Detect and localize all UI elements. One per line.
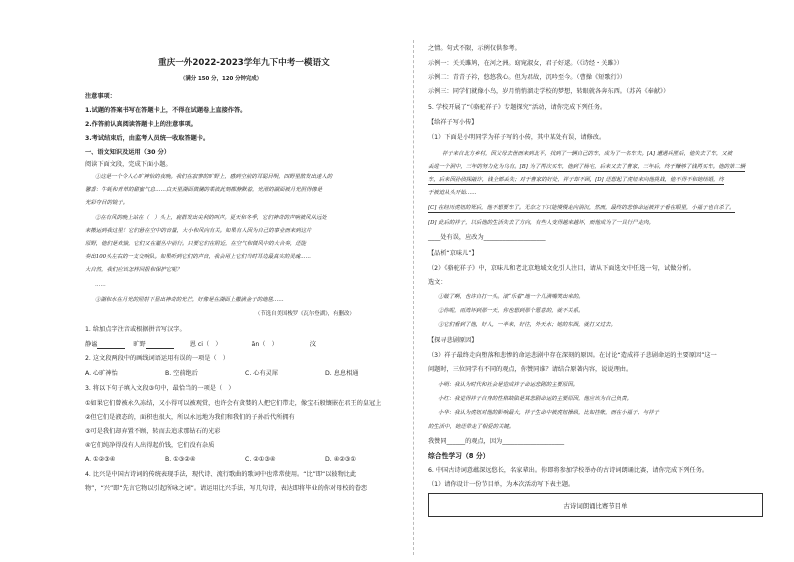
program-list-title: 古诗词朗诵比赛节目单 (563, 502, 628, 510)
example-line: 示例二：青青子衿，悠悠我心。但为君故，沉吟至今。（曹操《短歌行》） (428, 74, 626, 81)
q1-items (85, 341, 316, 349)
note-item: 3.考试结束后，由监考人员统一收取答题卡。 (85, 135, 210, 142)
note-item: 1.试题的答案书写在答题卡上，不得在试题卷上直接作答。 (85, 107, 247, 114)
q2-option[interactable]: C. 心有灵犀 (245, 370, 279, 377)
selection-item: ①破了啊，也许自打一头。滚“乐着”地一个儿满嘴笑出来的。 (438, 294, 584, 300)
column-divider (413, 40, 414, 555)
task-instruction: （2）《骆驼祥子》中，京味儿和老北京地域文化引人注目，请从下面选文中任选一句，试做分析。 (428, 265, 695, 272)
answer-line[interactable]: 我赞同______的观点，因为____________________ (428, 438, 565, 445)
q4-continued: 之情。句式不限，示例仅供参考。 (428, 45, 521, 52)
q1-item: 静谧 (85, 341, 98, 348)
task-instruction: （1）下面是小明同学为祥子写的小传，其中某处有误，请修改。 (428, 134, 606, 141)
example-line: 示例三：同学们就像小鸟，岁月悄悄溜走学校的梦想，转眼就各奔东西。（苏芮《奉献》） (428, 88, 670, 95)
passage-line: 光彩夺目的镜子。 (85, 200, 129, 206)
q3-line: ④它们纯净得没有人出得起价钱，它们没有杂质 (85, 442, 215, 449)
exam-title: 重庆一外2022-2023学年九下中考一模语文 (158, 58, 330, 68)
q1-item: 汶 (309, 341, 316, 348)
task-instruction: 问题时，三位同学有不同的观点，你赞同谁？请结合原著内容，说说理由。 (428, 366, 633, 373)
opinion-line: 小明：我认为时代和社会是造成祥子命运悲剧的主要原因。 (438, 382, 579, 388)
note-item: 2.作答前认真阅读答题卡上的注意事项。 (85, 121, 197, 128)
answer-blank[interactable] (97, 341, 125, 349)
passage-line: 馨香：牛蚝和青草的甜蜜气息……白天里湖面微澜的柔波此刻都静默着，光滑的湖面被月光照得像是 (85, 187, 323, 193)
task-instruction: （3）祥子最终走向堕落和悲惨的命运悲剧中存在深刻的原因。在讨论“造成祥子悲剧命运的主要原因”这一 (428, 352, 717, 359)
passage-line: ①这是一个令人心旷神怡的夜晚。我们在寂寥的旷野上，感到空前的耳聪目明，四野里散发出迷人的 (95, 174, 333, 180)
task-heading: 【品析“京味儿”】 (428, 250, 478, 257)
question-6: 6. 中国古诗词意蕴深远悠长，名家辈出。你即将参加学校举办的古诗词朗诵比赛，请你完成下列任务。 (428, 467, 709, 474)
question-5: 5. 学校开展了“《骆驼祥子》专题探究”活动，请你完成下列任务。 (428, 104, 607, 111)
passage-source: （节选自美国梭罗《瓦尔登湖》，有删改） (255, 311, 355, 317)
opinion-line: 小华：我认为虎妞对他的影响最大，祥子生命中被虎妞操纵，比如挂帐，而在小福子、与祥子 (438, 410, 660, 416)
question-2: 2. 这文段两段中的画线词语运用有误的一项是（ ） (85, 355, 229, 362)
bio-line: 于被迫从头开始…… (428, 190, 477, 196)
answer-blank[interactable] (146, 341, 174, 349)
q3-option[interactable]: C. ②①③④ (245, 456, 276, 463)
q3-option[interactable]: A. ①②③④ (85, 456, 116, 463)
q1-item: ān（ ） (251, 341, 278, 348)
task-heading: 【探寻悲剧原因】 (428, 337, 478, 344)
reading-intro: 阅读下面文段，完成下面小题。 (85, 161, 172, 168)
bio-line: [D] 此后的祥子，以后他的生活失去了方向，有些人变得越来越坏，而他成为了一具行尸走肉。 (428, 220, 654, 226)
ellipsis: …… (95, 282, 106, 288)
bio-line: 丢进一个洞中，三年的努力化为乌有。[B] 为了再次买车，他到了杨宅，后来又去了曹家，三年后，终于赚够了钱再买车。他的第二辆 (428, 164, 746, 170)
bio-line: 车，后来因孙侦探敲诈，钱全部丢失；对于曹家的好处，祥子却不顾，[D] 还想起了虎妞来向他挑战，他不得不和她结婚，终 (428, 177, 724, 183)
q3-line: ③可是我们却弃置不顾，转而去追求那钻石的光彩 (85, 428, 221, 435)
q1-item: 旷野 (133, 341, 146, 348)
q2-option[interactable]: A. 心旷神怡 (85, 370, 118, 377)
q3-option[interactable]: D. ④②③① (325, 456, 356, 463)
selection-item: ②你呢，雨湾坏到那一天，你也想到那个愿意的，就不关系。 (438, 308, 584, 314)
program-list-box[interactable] (428, 493, 763, 517)
section-heading: 综合性学习（8 分） (428, 452, 490, 460)
passage-line: 来搬运到我这里！它们悬在空中的音量，大小和风向有关。如果有人因为自己的事业而来到这片 (85, 228, 312, 234)
q3-option[interactable]: B. ①③②④ (165, 456, 196, 463)
question-3: 3. 将以下句子填入文段③句中，最恰当的一项是（ ） (85, 385, 235, 392)
q3-line: ①如果它们曾被永久冻结，又小得可以被观赏，也许会有贪婪的人把它们带走，像宝石般镶嵌在君王的皇冠上 (85, 400, 382, 407)
bio-line: 祥子来自北方乡村，因父母去世而来到北平，找到了一辆自己的车，成为了一名车夫。[A] 遭遇兵匪后，他失去了车，又被 (442, 151, 733, 157)
bio-line: [C] 在经历虎妞的死后，他不想要车了。无奈之下只能慢慢走向消沉，然而，最终的悲惨命运被祥子看在眼里，小福子也自杀了。 (428, 205, 735, 211)
passage-line: 原野，他们是欢愉，它们又在灌丛中前行。只要它们在附近，在空气和微风中的大合奏，还能 (85, 241, 307, 247)
exam-subtitle: （满分 150 分，120 分钟完成） (180, 76, 263, 82)
correction-line[interactable]: ____处有误，应改为____________________ (428, 234, 546, 241)
passage-line: ②在有风的晚上站在（ ）头上，鹿群发出尖利的叫声。夏天和冬季，它们神奇的声响被风从远处 (95, 215, 327, 221)
example-line: 示例一：关关雎鸠，在河之洲。窈窕淑女，君子好逑。（《诗经・关雎》） (428, 60, 623, 67)
question-1: 1. 给加点字注音或根据拼音写汉字。 (85, 326, 186, 333)
q6-part1: （1）请你设计一份节目单，为本次活动写下表主题。 (428, 481, 575, 488)
q2-option[interactable]: B. 空前绝后 (165, 370, 198, 377)
opinion-line: 小红：我觉得祥子自身的性格缺陷是其悲剧命运的主要原因，他应该为自己负责。 (438, 396, 633, 402)
notes-heading: 注意事项： (85, 93, 116, 100)
q1-item: 恩 ci（ ） (189, 341, 222, 348)
opinion-line: 的生活中，她还带走了相爱的关键。 (428, 424, 515, 430)
passage-line: 奏出100头左右的一支交响队。如果听到它们的声音，我会用上它们当时耳边最真实的灵魂…… (85, 254, 311, 260)
q2-option[interactable]: D. 息息相通 (325, 370, 359, 377)
selection-item: ③它们看到了他，好人，一半来，好往，外天水；她的东西，就打又过去。 (438, 322, 616, 328)
selection-label: 选文： (428, 279, 447, 286)
q3-line: ②但它们是液态的，面积也很大，所以永远地为我们和我们的子孙后代所拥有 (85, 414, 295, 421)
question-4-line: 4. 比兴是中国古诗词的传统表现手法，现代诗、流行歌曲的歌词中也常常使用。“比”即“以彼物比此 (85, 471, 357, 478)
question-4-line: 物”，“兴”即“先言它物以引起所咏之词”。请运用比兴手法，写几句诗，表达即将毕业的你对母校的眷恋 (85, 485, 368, 492)
task-heading: 【给祥子写小传】 (428, 119, 478, 126)
section-heading: 一、语文知识及运用（30 分） (85, 149, 171, 156)
passage-line: 大自然，我们应该怎样回报和保护它呢？ (85, 267, 183, 273)
passage-line: ③湖和水在月光的照射下显出神奇的光芒，好像是在湖面上撒满金子的地毯…… (95, 297, 284, 303)
